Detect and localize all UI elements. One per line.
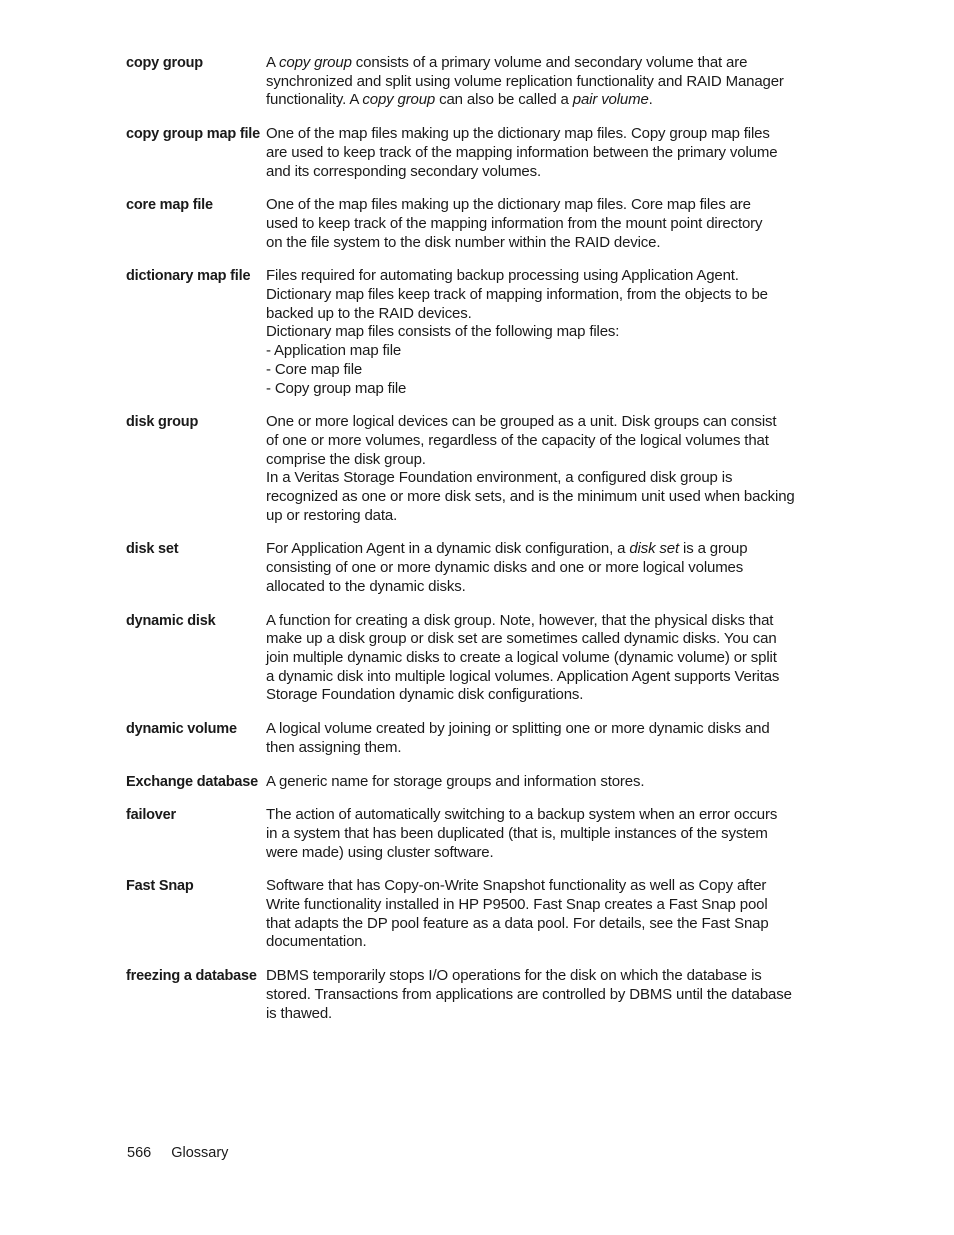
italic-term: copy group	[279, 54, 352, 71]
glossary-entry	[126, 806, 816, 862]
glossary-term: dynamic disk	[126, 612, 216, 629]
definition-line: - Copy group map file	[266, 379, 407, 397]
definition-line: Dictionary map files consists of the following map files:	[266, 323, 620, 341]
glossary-definition	[266, 720, 816, 757]
footer-section: Glossary	[171, 1145, 229, 1161]
definition-line: stored. Transactions from applications are controlled by DBMS until the database	[266, 985, 792, 1003]
definition-line: Software that has Copy-on-Write Snapshot functionality as well as Copy after	[266, 877, 767, 895]
definition-line: documentation.	[266, 933, 367, 951]
glossary-definition	[266, 196, 816, 252]
glossary-term: dictionary map file	[126, 268, 251, 285]
definition-line: then assigning them.	[266, 738, 402, 756]
glossary-definition	[266, 413, 816, 525]
definition-line: synchronized and split using volume replication functionality and RAID Manager	[266, 72, 784, 90]
glossary-term: Fast Snap	[126, 878, 194, 895]
glossary-entry	[126, 773, 816, 792]
definition-line: were made) using cluster software.	[266, 843, 494, 861]
glossary-entry	[126, 267, 816, 398]
glossary-term: dynamic volume	[126, 721, 237, 738]
glossary-definition	[266, 877, 816, 952]
glossary-definition	[266, 54, 816, 110]
glossary-term: copy group map file	[126, 126, 260, 143]
page-footer	[127, 1145, 228, 1161]
definition-line: join multiple dynamic disks to create a logical volume (dynamic volume) or split	[266, 648, 777, 666]
glossary-term: Exchange database	[126, 773, 258, 790]
glossary-entry	[126, 196, 816, 252]
definition-line: - Core map file	[266, 360, 363, 378]
glossary-entry	[126, 967, 816, 1023]
definition-line: make up a disk group or disk set are sometimes called dynamic disks. You can	[266, 630, 777, 648]
definition-line: allocated to the dynamic disks.	[266, 577, 466, 595]
glossary-entry	[126, 720, 816, 757]
glossary-definition	[266, 267, 816, 398]
glossary-list	[126, 54, 816, 1038]
definition-line: up or restoring data.	[266, 506, 398, 524]
definition-line: used to keep track of the mapping information from the mount point directory	[266, 214, 763, 232]
glossary-term: disk group	[126, 414, 199, 431]
glossary-term: copy group	[126, 55, 203, 71]
definition-line: are used to keep track of the mapping information between the primary volume	[266, 143, 778, 161]
italic-term: pair volume	[572, 91, 649, 109]
definition-line: For Application Agent in a dynamic disk configuration, a disk set is a group	[266, 540, 748, 558]
definition-line: Write functionality installed in HP P9500. Fast Snap creates a Fast Snap pool	[266, 896, 768, 914]
definition-line: One of the map files making up the dictionary map files. Copy group map files	[266, 125, 770, 143]
definition-line: A copy group consists of a primary volume and secondary volume that are	[266, 54, 748, 71]
definition-line: A logical volume created by joining or splitting one or more dynamic disks and	[266, 720, 770, 738]
glossary-term: freezing a database	[126, 968, 257, 985]
definition-line: that adapts the DP pool feature as a data pool. For details, see the Fast Snap	[266, 914, 769, 932]
definition-line: A function for creating a disk group. Note, however, that the physical disks that	[266, 611, 774, 629]
italic-term: disk set	[629, 540, 679, 558]
glossary-entry	[126, 877, 816, 952]
glossary-entry	[126, 125, 816, 181]
definition-line: and its corresponding secondary volumes.	[266, 162, 541, 180]
definition-line: is thawed.	[266, 1004, 333, 1022]
glossary-entry	[126, 54, 816, 110]
glossary-entry	[126, 540, 816, 596]
glossary-term: failover	[126, 807, 176, 824]
glossary-definition	[266, 773, 816, 792]
definition-line: of one or more volumes, regardless of the capacity of the logical volumes that	[266, 431, 769, 449]
definition-line: on the file system to the disk number within the RAID device.	[266, 233, 661, 251]
definition-line: Dictionary map files keep track of mapping information, from the objects to be	[266, 286, 768, 304]
glossary-entry	[126, 413, 816, 525]
definition-line: The action of automatically switching to a backup system when an error occurs	[266, 806, 778, 824]
glossary-entry	[126, 612, 816, 706]
definition-line: A generic name for storage groups and information stores.	[266, 772, 645, 790]
definition-line: in a system that has been duplicated (that is, multiple instances of the system	[266, 824, 768, 842]
italic-term: copy group	[362, 91, 436, 109]
definition-line: One of the map files making up the dictionary map files. Core map files are	[266, 196, 751, 214]
definition-line: comprise the disk group.	[266, 450, 426, 468]
glossary-definition	[266, 806, 816, 862]
definition-line: a dynamic disk into multiple logical volumes. Application Agent supports Veritas	[266, 667, 780, 685]
definition-line: In a Veritas Storage Foundation environment, a configured disk group is	[266, 469, 733, 487]
definition-line: functionality. A copy group can also be called a pair volume.	[266, 91, 653, 109]
glossary-definition	[266, 540, 816, 596]
glossary-term: disk set	[126, 541, 179, 558]
definition-line: One or more logical devices can be grouped as a unit. Disk groups can consist	[266, 413, 777, 431]
definition-line: consisting of one or more dynamic disks and one or more logical volumes	[266, 559, 744, 577]
page-number: 566	[127, 1145, 152, 1161]
definition-line: Storage Foundation dynamic disk configurations.	[266, 686, 584, 704]
glossary-term: core map file	[126, 197, 213, 214]
glossary-definition	[266, 125, 816, 181]
definition-line: backed up to the RAID devices.	[266, 304, 472, 322]
definition-line: recognized as one or more disk sets, and is the minimum unit used when backing	[266, 488, 795, 506]
definition-line: Files required for automating backup processing using Application Agent.	[266, 267, 739, 285]
definition-line: DBMS temporarily stops I/O operations for the disk on which the database is	[266, 967, 762, 985]
glossary-definition	[266, 612, 816, 706]
glossary-definition	[266, 967, 816, 1023]
definition-line: - Application map file	[266, 342, 402, 360]
